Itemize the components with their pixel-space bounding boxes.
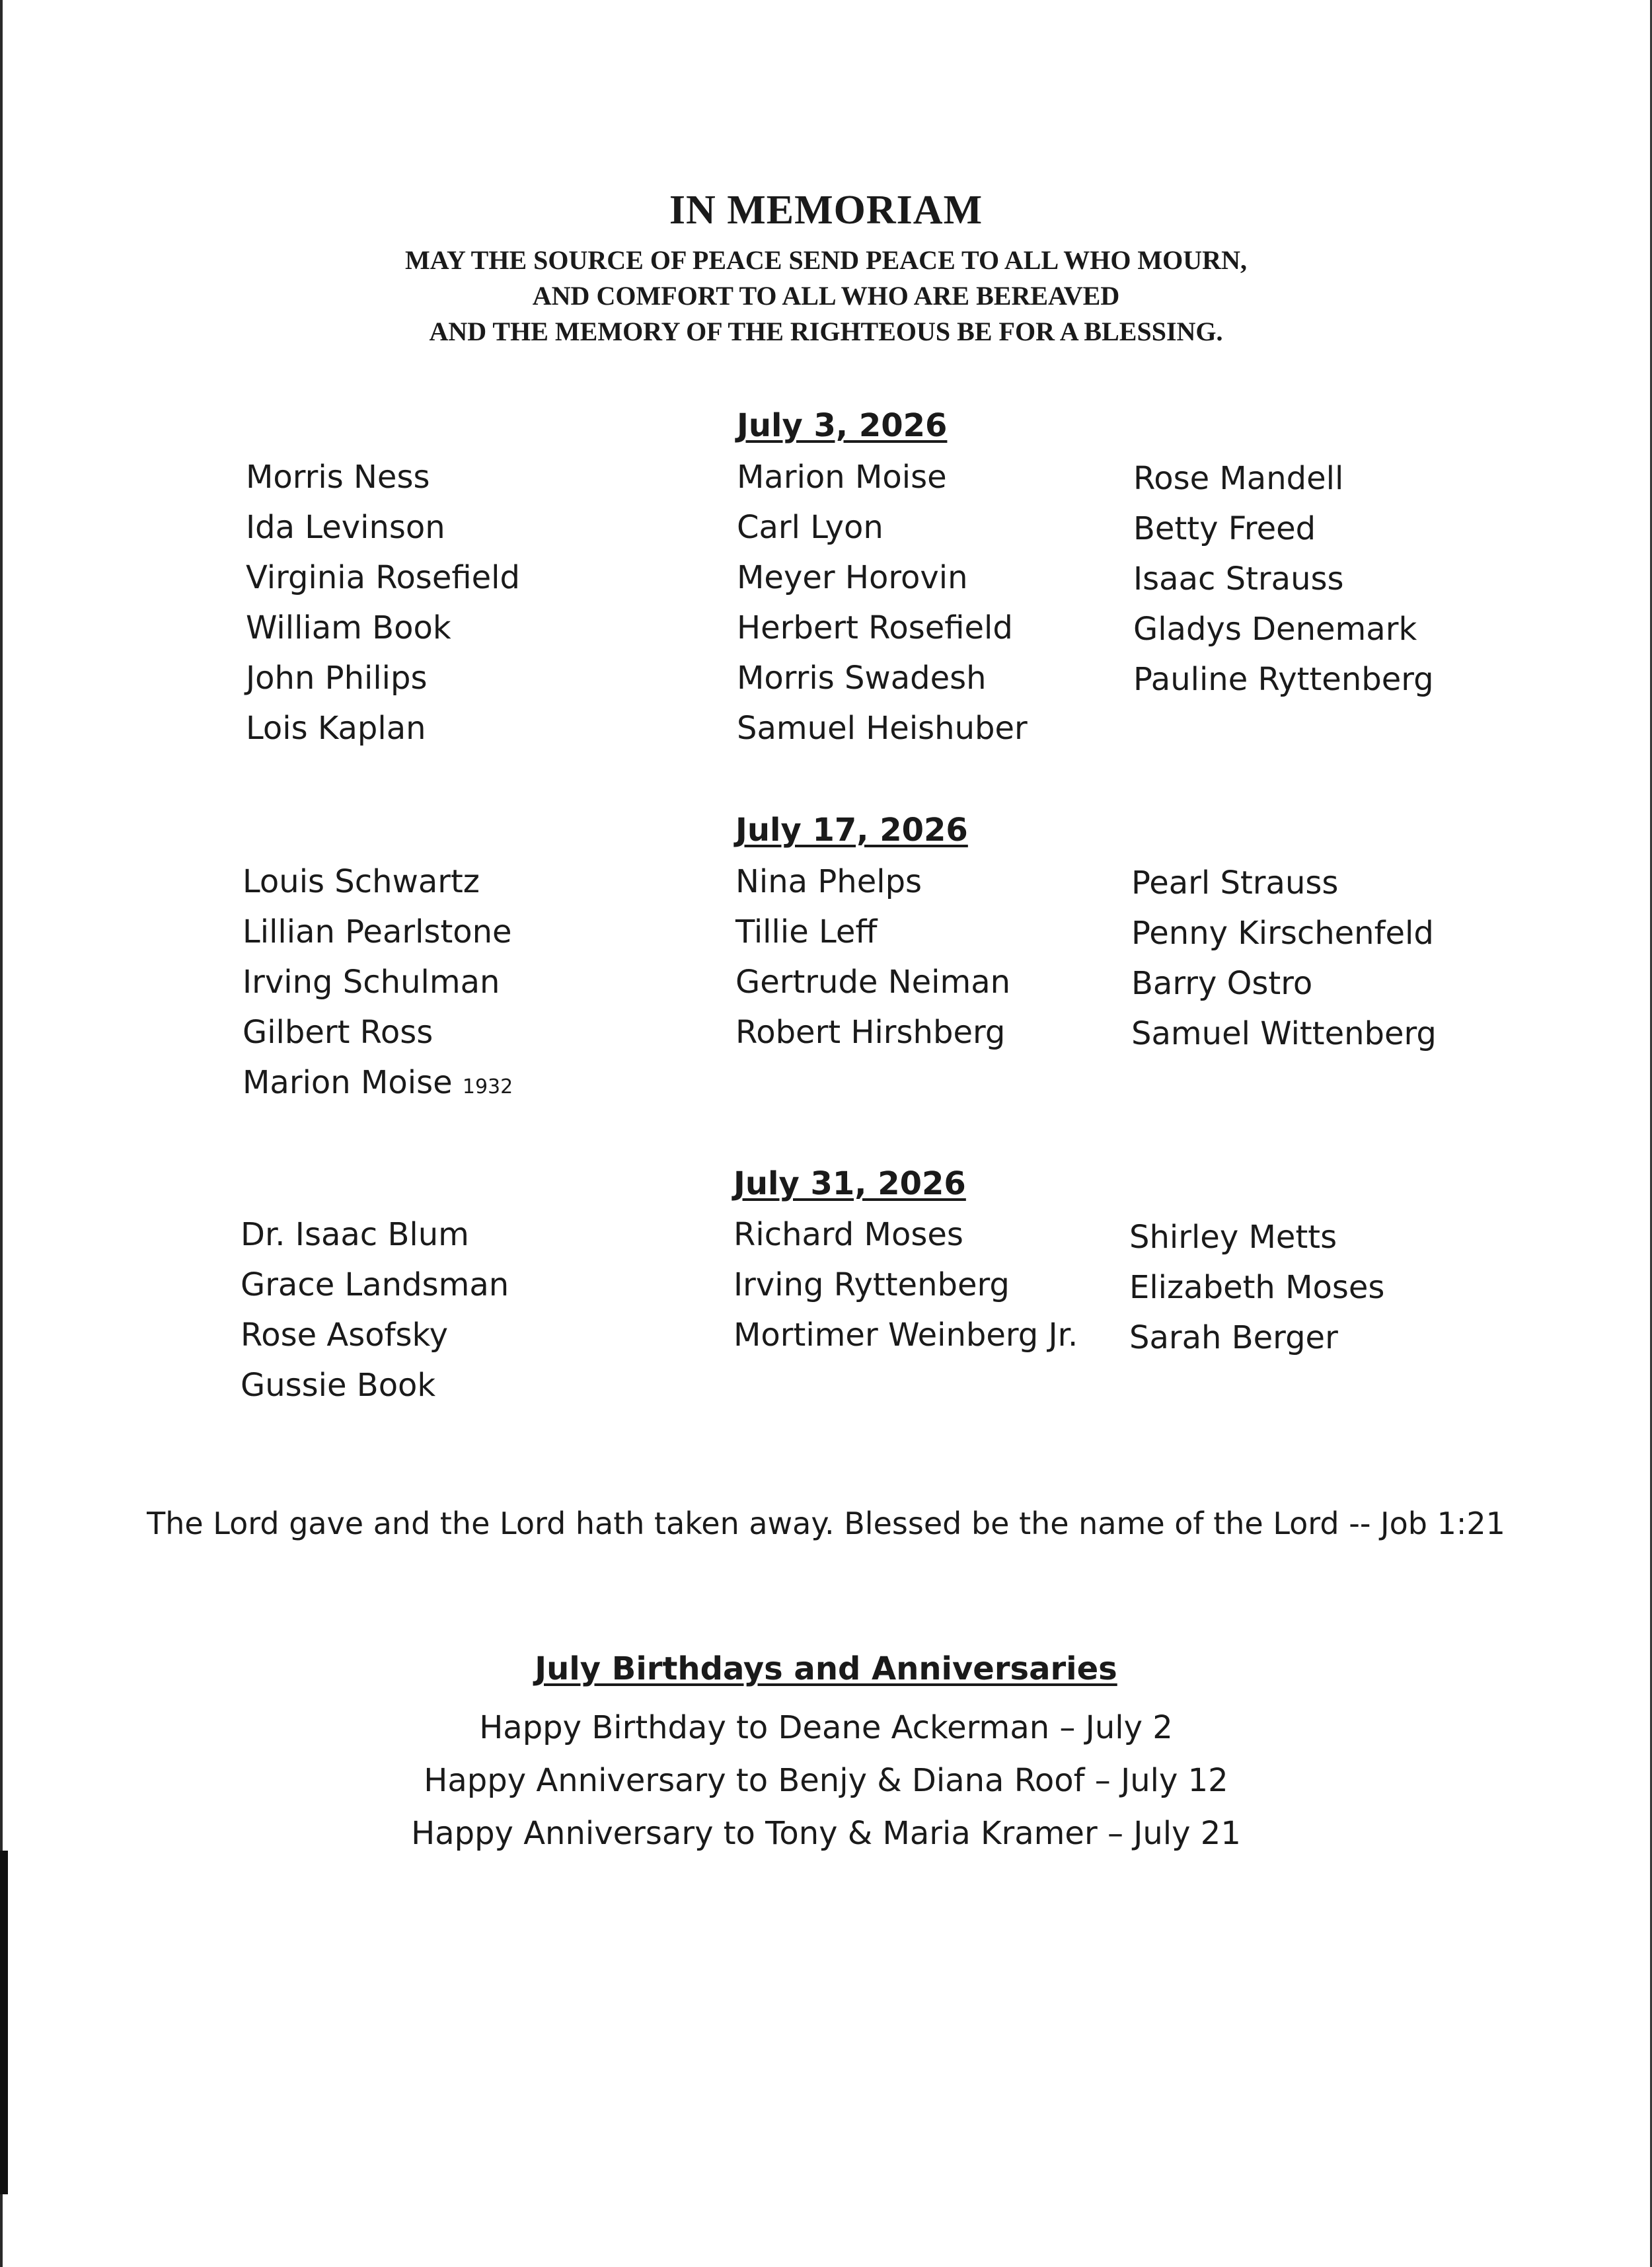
section-date-july-17: July 17, 2026 — [735, 812, 968, 849]
name-item: Lillian Pearlstone — [243, 913, 512, 950]
name-column-3 — [1129, 1212, 1384, 1363]
name-item: Gladys Denemark — [1133, 611, 1417, 648]
name-item: Meyer Horovin — [737, 559, 968, 596]
name-item: Dr. Isaac Blum — [241, 1216, 469, 1253]
name-text: Marion Moise — [243, 1064, 453, 1101]
celebrations-heading: July Birthdays and Anniversaries — [535, 1650, 1117, 1687]
name-item: Betty Freed — [1133, 510, 1316, 547]
name-item: Rose Mandell — [1133, 460, 1344, 497]
prayer-line-3: AND THE MEMORY OF THE RIGHTEOUS BE FOR A BLESSING. — [429, 317, 1223, 346]
name-item: Herbert Rosefield — [737, 609, 1013, 646]
scripture-quote: The Lord gave and the Lord hath taken away. Blessed be the name of the Lord -- Job 1:21 — [147, 1506, 1505, 1541]
name-item: Carl Lyon — [737, 509, 883, 546]
name-column-3 — [1133, 453, 1434, 705]
name-item: Mortimer Weinberg Jr. — [733, 1317, 1078, 1354]
name-item: William Book — [246, 609, 451, 646]
name-item: Sarah Berger — [1129, 1319, 1338, 1356]
name-item: Richard Moses — [733, 1216, 963, 1253]
name-item: Penny Kirschenfeld — [1131, 915, 1434, 952]
name-column-1 — [241, 1210, 509, 1410]
name-item: Irving Schulman — [243, 964, 500, 1001]
name-item: John Philips — [246, 660, 428, 697]
name-item: Rose Asofsky — [241, 1317, 448, 1354]
page-title: IN MEMORIAM — [669, 188, 983, 233]
name-item: Virginia Rosefield — [246, 559, 520, 596]
name-item: Gussie Book — [241, 1367, 436, 1404]
name-item: Pearl Strauss — [1131, 865, 1339, 902]
name-item: Ida Levinson — [246, 509, 445, 546]
section-date-july-3: July 3, 2026 — [737, 407, 948, 444]
name-item: Nina Phelps — [735, 863, 922, 900]
name-item: Samuel Heishuber — [737, 710, 1028, 747]
name-item: Gilbert Ross — [243, 1014, 433, 1051]
name-item: Gertrude Neiman — [735, 964, 1011, 1001]
name-item: Pauline Ryttenberg — [1133, 661, 1434, 698]
celebration-item: Happy Anniversary to Tony & Maria Kramer – July 21 — [411, 1815, 1241, 1852]
celebration-item: Happy Anniversary to Benjy & Diana Roof – July 12 — [424, 1762, 1228, 1799]
year-note: 1932 — [462, 1075, 513, 1098]
name-item: Tillie Leff — [735, 913, 878, 950]
name-item: Morris Ness — [246, 459, 430, 496]
name-item — [243, 1057, 513, 1112]
name-item: Barry Ostro — [1131, 965, 1313, 1002]
name-column-1 — [243, 857, 513, 1112]
name-item: Lois Kaplan — [246, 710, 426, 747]
name-column-2 — [733, 1210, 1078, 1360]
name-item: Isaac Strauss — [1133, 560, 1344, 597]
prayer-line-1: MAY THE SOURCE OF PEACE SEND PEACE TO ALL WHO MOURN, — [405, 245, 1247, 275]
name-column-1 — [246, 452, 520, 753]
name-item: Louis Schwartz — [243, 863, 480, 900]
celebration-item: Happy Birthday to Deane Ackerman – July 2 — [479, 1709, 1173, 1746]
prayer-line-2: AND COMFORT TO ALL WHO ARE BEREAVED — [532, 281, 1120, 311]
celebrations-list — [0, 1701, 1652, 1860]
name-item: Robert Hirshberg — [735, 1014, 1006, 1051]
name-item: Morris Swadesh — [737, 660, 987, 697]
section-date-july-31: July 31, 2026 — [733, 1165, 966, 1202]
scan-edge-smudge — [0, 1851, 8, 2194]
name-column-2 — [737, 452, 1028, 753]
name-item: Shirley Metts — [1129, 1219, 1337, 1256]
name-column-2 — [735, 857, 1010, 1057]
name-item: Grace Landsman — [241, 1266, 509, 1303]
name-item: Samuel Wittenberg — [1131, 1015, 1437, 1052]
name-item: Elizabeth Moses — [1129, 1269, 1385, 1306]
name-item: Marion Moise — [737, 459, 947, 496]
name-column-3 — [1131, 858, 1437, 1059]
name-item: Irving Ryttenberg — [733, 1266, 1010, 1303]
